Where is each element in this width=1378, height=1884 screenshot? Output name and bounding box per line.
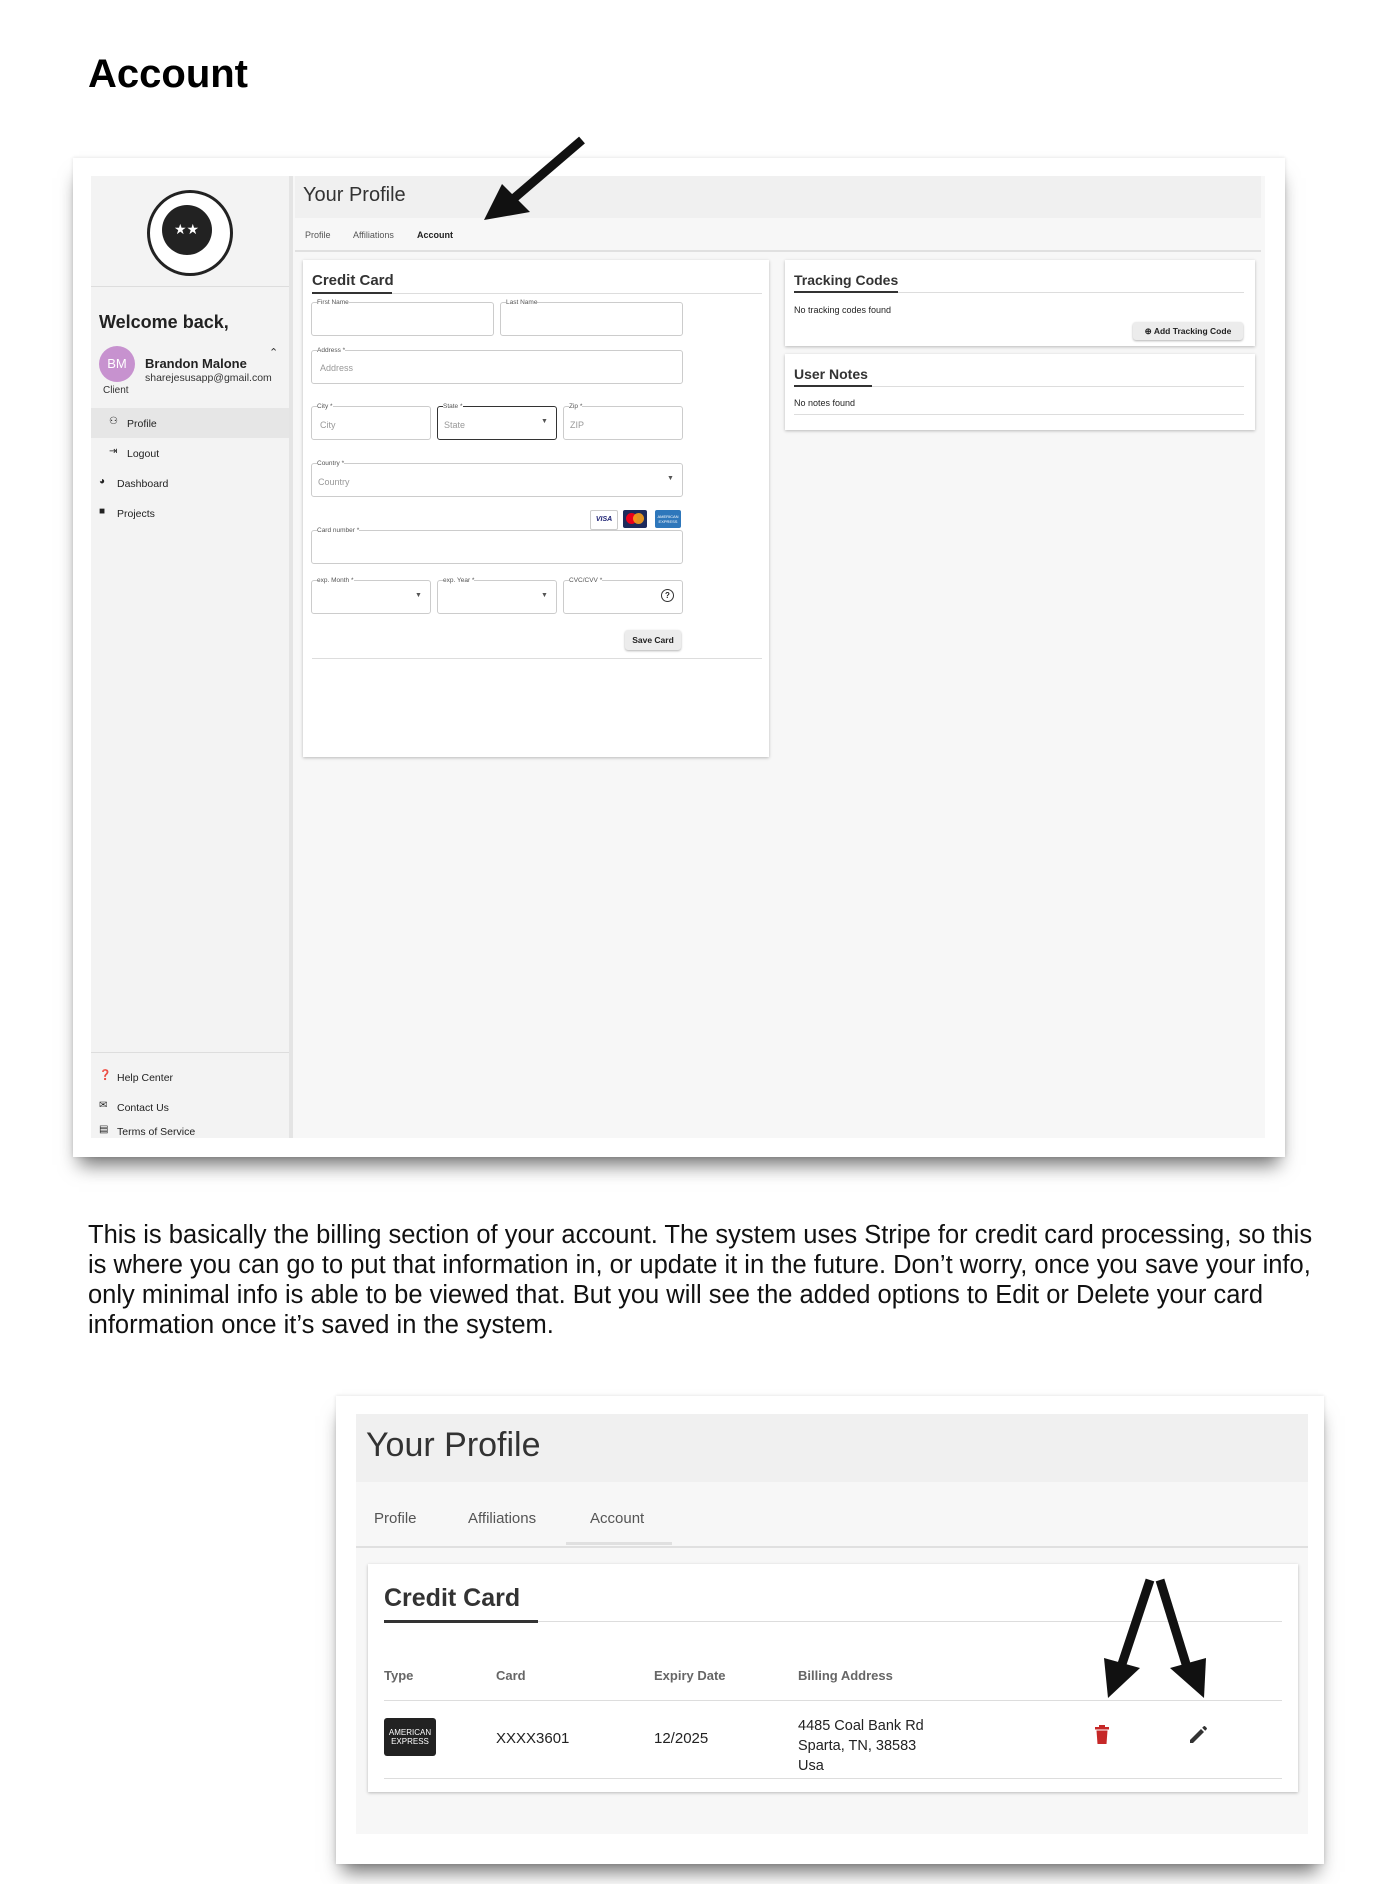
card-number-masked: XXXX3601 — [496, 1730, 570, 1747]
card-title: User Notes — [794, 366, 868, 382]
folder-icon: ■ — [99, 506, 106, 517]
tracking-codes-card — [785, 260, 1255, 346]
state-placeholder: State — [444, 420, 466, 430]
help-icon[interactable]: ? — [661, 589, 674, 602]
first-name-field[interactable] — [311, 302, 494, 336]
chevron-down-icon: ▼ — [415, 592, 422, 599]
account-screenshot — [73, 158, 1285, 1157]
tab-profile[interactable]: Profile — [374, 1510, 417, 1527]
description-paragraph: This is basically the billing section of your account. The system uses Stripe for credit card processing, so this is where you can go to put that information in, or update it in the future. Don’t worry, once you save your info, only minimal info is able to be viewed that. But you will see the added options to Edit or Delete your card information once it’s saved in the system. — [88, 1221, 1313, 1339]
tab-affiliations[interactable]: Affiliations — [353, 230, 394, 240]
sidebar-item-label: Projects — [117, 508, 155, 520]
state-label: State * — [443, 403, 463, 410]
first-name-label: First Name — [317, 299, 349, 306]
sidebar-item-logout[interactable] — [91, 438, 289, 468]
title-underline — [794, 385, 872, 387]
divider — [312, 658, 762, 659]
sidebar-item-label: Logout — [127, 448, 160, 460]
sidebar-item-contact[interactable] — [91, 1092, 289, 1122]
city-placeholder: City — [320, 420, 336, 430]
profile-header — [356, 1414, 1308, 1482]
pencil-icon[interactable] — [1188, 1725, 1208, 1745]
address-field[interactable] — [311, 350, 683, 384]
title-underline — [384, 1620, 538, 1623]
column-header-type: Type — [384, 1668, 414, 1683]
mail-icon: ✉ — [99, 1100, 108, 1111]
trash-icon[interactable] — [1094, 1725, 1110, 1745]
column-header-expiry: Expiry Date — [654, 1668, 726, 1683]
sidebar-item-projects[interactable] — [91, 498, 289, 528]
credit-card-form — [303, 260, 769, 757]
visa-icon: VISA — [590, 510, 618, 530]
address-label: Address * — [317, 347, 346, 354]
city-label: City * — [317, 403, 333, 410]
plus-circle-icon: ⊕ — [1144, 326, 1154, 336]
annotation-arrows-icon — [1100, 1572, 1212, 1700]
card-number-field[interactable] — [311, 530, 683, 564]
country-placeholder: Country — [318, 477, 350, 487]
profile-tabs — [295, 218, 1261, 252]
user-icon: ⚇ — [109, 416, 118, 427]
amex-icon: AMERICAN EXPRESS — [655, 510, 681, 528]
sidebar-item-label: Terms of Service — [117, 1126, 196, 1138]
document-icon: ▤ — [99, 1124, 109, 1135]
sidebar-item-label: Profile — [127, 418, 157, 430]
annotation-arrow-icon — [478, 134, 588, 224]
card-number-label: Card number * — [317, 527, 360, 534]
tab-profile[interactable]: Profile — [305, 230, 331, 240]
divider — [898, 292, 1244, 293]
help-icon: ❓ — [99, 1070, 112, 1081]
chevron-down-icon: ▼ — [541, 592, 548, 599]
card-title: Credit Card — [312, 272, 394, 289]
billing-address-line-2: Sparta, TN, 38583 — [798, 1738, 917, 1754]
empty-message: No notes found — [794, 398, 856, 408]
profile-tabs — [356, 1482, 1308, 1548]
tab-account[interactable]: Account — [417, 230, 453, 240]
mastercard-icon — [623, 510, 647, 528]
page-title: Your Profile — [303, 184, 406, 206]
user-notes-card — [785, 354, 1255, 430]
document-title: Account — [88, 52, 248, 96]
user-name: Brandon Malone — [145, 356, 247, 371]
zip-placeholder: ZIP — [570, 420, 585, 430]
profile-header — [295, 176, 1261, 218]
last-name-field[interactable] — [500, 302, 683, 336]
empty-message: No tracking codes found — [794, 305, 892, 315]
billing-address-line-1: 4485 Coal Bank Rd — [798, 1718, 924, 1734]
column-header-card: Card — [496, 1668, 526, 1683]
sidebar — [91, 176, 293, 1138]
company-logo — [147, 190, 233, 276]
tab-account[interactable]: Account — [590, 1510, 645, 1527]
save-card-button[interactable]: Save Card — [625, 630, 681, 650]
chevron-down-icon: ▼ — [667, 475, 674, 482]
dashboard-icon: ◕ — [99, 476, 106, 487]
divider — [91, 1052, 289, 1053]
divider — [872, 386, 1244, 387]
last-name-label: Last Name — [506, 299, 538, 306]
logout-icon: ⇥ — [109, 446, 118, 457]
add-tracking-code-button[interactable]: ⊕ Add Tracking Code — [1133, 322, 1243, 340]
avatar: BM — [99, 346, 135, 382]
exp-year-label: exp. Year * — [443, 577, 475, 584]
active-tab-indicator — [566, 1542, 672, 1545]
title-underline — [794, 291, 898, 293]
divider — [91, 286, 289, 287]
user-role: Client — [103, 385, 129, 396]
zip-label: Zip * — [569, 403, 583, 410]
sidebar-item-help[interactable] — [91, 1062, 289, 1092]
country-label: Country * — [317, 460, 345, 467]
divider — [384, 1700, 1282, 1701]
sidebar-item-label: Help Center — [117, 1072, 174, 1084]
tab-affiliations[interactable]: Affiliations — [468, 1510, 537, 1527]
column-header-billing: Billing Address — [798, 1668, 893, 1683]
country-select[interactable] — [311, 463, 683, 497]
main-content — [295, 176, 1261, 1138]
sidebar-item-dashboard[interactable] — [91, 468, 289, 498]
chevron-down-icon: ▼ — [541, 418, 548, 425]
billing-address-line-3: Usa — [798, 1758, 824, 1774]
exp-month-label: exp. Month * — [317, 577, 354, 584]
user-email: sharejesusapp@gmail.com — [145, 372, 272, 384]
exp-month-select[interactable] — [311, 580, 431, 614]
page-title: Your Profile — [366, 1426, 541, 1464]
cvc-label: CVC/CVV * — [569, 577, 603, 584]
address-placeholder: Address — [320, 363, 354, 373]
card-title: Tracking Codes — [794, 272, 899, 288]
divider — [794, 414, 1244, 415]
card-title: Credit Card — [384, 1584, 521, 1612]
welcome-text: Welcome back, — [99, 312, 229, 332]
sidebar-item-label: Contact Us — [117, 1102, 169, 1114]
title-underline — [312, 292, 392, 294]
sidebar-item-terms[interactable] — [91, 1122, 289, 1138]
card-expiry: 12/2025 — [654, 1730, 709, 1747]
chevron-up-icon[interactable]: ⌃ — [269, 347, 279, 359]
amex-icon: AMERICAN EXPRESS — [384, 1718, 436, 1756]
sidebar-item-profile[interactable] — [91, 408, 289, 438]
divider — [392, 293, 762, 294]
divider — [384, 1778, 1282, 1779]
exp-year-select[interactable] — [437, 580, 557, 614]
sidebar-item-label: Dashboard — [117, 478, 169, 490]
